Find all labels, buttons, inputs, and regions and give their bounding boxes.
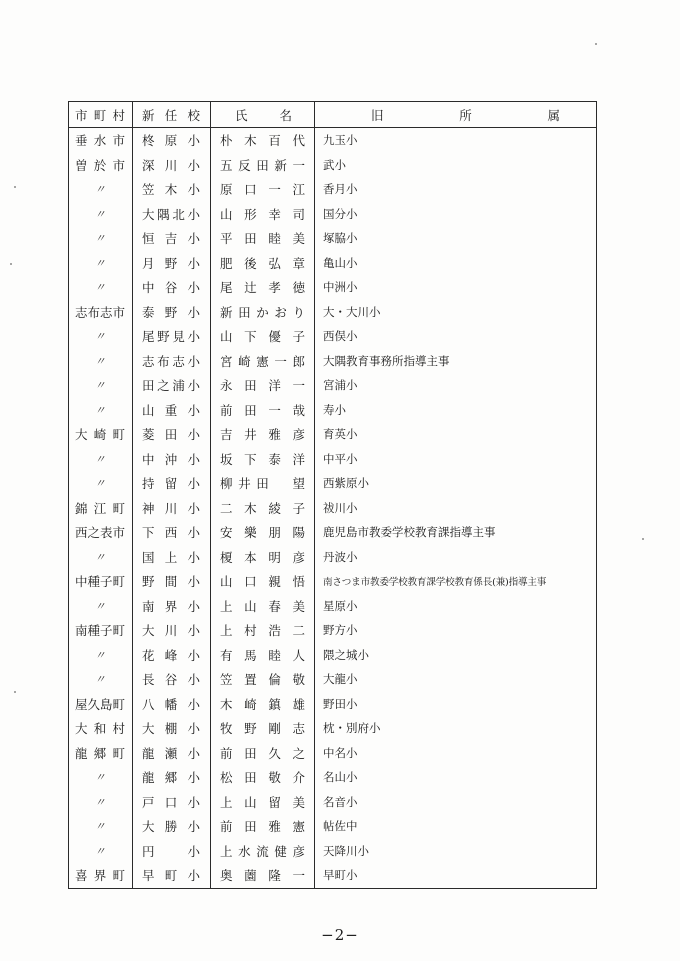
table-row — [69, 177, 597, 202]
previous-post-cell: 西紫原小 — [323, 476, 369, 491]
new-school-cell: 南界小 — [133, 594, 211, 619]
city-cell: 〃 — [69, 839, 133, 864]
city-cell: 〃 — [69, 251, 133, 276]
previous-post-cell: 早町小 — [323, 868, 358, 883]
scan-speck — [642, 538, 644, 540]
previous-post-cell: 国分小 — [323, 206, 358, 221]
new-school-cell: 国上小 — [133, 545, 211, 570]
city-cell: 〃 — [69, 447, 133, 472]
previous-post-cell: 隈之城小 — [323, 647, 369, 662]
name-cell: 奥薗隆一 — [211, 863, 315, 888]
city-cell: 〃 — [69, 349, 133, 374]
scan-speck — [10, 263, 12, 265]
table-row — [69, 251, 597, 276]
new-school-cell: 神川小 — [133, 496, 211, 521]
table-row — [69, 324, 597, 349]
name-cell: 吉井雅彦 — [211, 422, 315, 447]
name-cell: 上山春美 — [211, 594, 315, 619]
new-school-cell: 持留小 — [133, 471, 211, 496]
new-school-cell: 山重小 — [133, 398, 211, 423]
city-cell: 大崎町 — [69, 422, 133, 447]
new-school-cell: 大川小 — [133, 618, 211, 643]
new-school-cell: 龍瀬小 — [133, 741, 211, 766]
previous-post-cell: 中名小 — [323, 745, 358, 760]
city-cell: 〃 — [69, 667, 133, 692]
city-cell: 〃 — [69, 275, 133, 300]
name-cell: 新田かおり — [211, 300, 315, 325]
new-school-cell: 大棚小 — [133, 716, 211, 741]
name-cell: 山形幸司 — [211, 202, 315, 227]
city-cell: 西之表市 — [69, 520, 133, 545]
name-cell: 原口一江 — [211, 177, 315, 202]
previous-post-cell: 鹿児島市教委学校教育課指導主事 — [323, 525, 496, 540]
previous-post-cell: 大隅教育事務所指導主事 — [323, 353, 450, 368]
table-row — [69, 300, 597, 325]
new-school-cell: 下西小 — [133, 520, 211, 545]
name-cell: 松田敬介 — [211, 765, 315, 790]
city-cell: 屋久島町 — [69, 692, 133, 717]
city-cell: 〃 — [69, 790, 133, 815]
name-cell: 上水流健彦 — [211, 839, 315, 864]
table-row — [69, 202, 597, 227]
table-row — [69, 422, 597, 447]
table-row — [69, 447, 597, 472]
previous-post-cell: 九玉小 — [323, 133, 358, 148]
city-cell: 〃 — [69, 202, 133, 227]
new-school-cell: 月野小 — [133, 251, 211, 276]
previous-post-cell: 星原小 — [323, 598, 358, 613]
table-row — [69, 839, 597, 864]
header-city: 市町村 — [69, 102, 133, 128]
table-row — [69, 398, 597, 423]
name-cell: 前田一哉 — [211, 398, 315, 423]
table-row — [69, 153, 597, 178]
name-cell: 柳井田 望 — [211, 471, 315, 496]
name-cell: 前田久之 — [211, 741, 315, 766]
new-school-cell: 恒吉小 — [133, 226, 211, 251]
table-row — [69, 765, 597, 790]
name-cell: 宮崎憲一郎 — [211, 349, 315, 374]
page-number: −2− — [321, 926, 359, 944]
city-cell: 〃 — [69, 643, 133, 668]
previous-post-cell: 丹波小 — [323, 549, 358, 564]
previous-post-cell: 中平小 — [323, 451, 358, 466]
name-cell: 上山留美 — [211, 790, 315, 815]
previous-post-cell: 野方小 — [323, 623, 358, 638]
previous-post-cell: 亀山小 — [323, 255, 358, 270]
city-cell: 〃 — [69, 398, 133, 423]
new-school-cell: 八幡小 — [133, 692, 211, 717]
table-row — [69, 594, 597, 619]
new-school-cell: 大隅北小 — [133, 202, 211, 227]
previous-post-cell: 塚脇小 — [323, 231, 358, 246]
table-row — [69, 520, 597, 545]
new-school-cell: 早町小 — [133, 863, 211, 888]
city-cell: 龍郷町 — [69, 741, 133, 766]
previous-post-cell: 名音小 — [323, 794, 358, 809]
scan-speck — [14, 186, 16, 188]
previous-post-cell: 中洲小 — [323, 280, 358, 295]
new-school-cell: 長谷小 — [133, 667, 211, 692]
previous-post-cell: 武小 — [323, 157, 346, 172]
scan-speck — [595, 43, 597, 45]
previous-post-cell: 名山小 — [323, 770, 358, 785]
previous-post-cell: 宮浦小 — [323, 378, 358, 393]
new-school-cell: 泰野小 — [133, 300, 211, 325]
city-cell: 〃 — [69, 373, 133, 398]
city-cell: 〃 — [69, 177, 133, 202]
name-cell: 尾辻孝徳 — [211, 275, 315, 300]
previous-post-cell: 育英小 — [323, 427, 358, 442]
new-school-cell: 菱田小 — [133, 422, 211, 447]
table-row — [69, 643, 597, 668]
name-cell: 肥後弘章 — [211, 251, 315, 276]
city-cell: 中種子町 — [69, 569, 133, 594]
header-new-school: 新任校 — [133, 102, 211, 128]
city-cell: 〃 — [69, 226, 133, 251]
city-cell: 大和村 — [69, 716, 133, 741]
scan-speck — [14, 691, 16, 693]
table-row — [69, 569, 597, 594]
header-name: 氏名 — [211, 102, 315, 128]
name-cell: 木崎鎮雄 — [211, 692, 315, 717]
name-cell: 山口親悟 — [211, 569, 315, 594]
city-cell: 〃 — [69, 814, 133, 839]
name-cell: 二木綾子 — [211, 496, 315, 521]
city-cell: 〃 — [69, 471, 133, 496]
previous-post-cell: 香月小 — [323, 182, 358, 197]
table-row — [69, 496, 597, 521]
table-header-row — [69, 102, 597, 128]
name-cell: 山下優子 — [211, 324, 315, 349]
name-cell: 永田洋一 — [211, 373, 315, 398]
new-school-cell: 深川小 — [133, 153, 211, 178]
name-cell: 朴木百代 — [211, 128, 315, 153]
city-cell: 南種子町 — [69, 618, 133, 643]
name-cell: 榎本明彦 — [211, 545, 315, 570]
name-cell: 坂下泰洋 — [211, 447, 315, 472]
name-cell: 平田睦美 — [211, 226, 315, 251]
table-row — [69, 814, 597, 839]
city-cell: 垂水市 — [69, 128, 133, 153]
city-cell: 〃 — [69, 594, 133, 619]
table-row — [69, 692, 597, 717]
previous-post-cell: 帖佐中 — [323, 819, 358, 834]
previous-post-cell: 天降川小 — [323, 843, 369, 858]
table-row — [69, 716, 597, 741]
new-school-cell: 花峰小 — [133, 643, 211, 668]
previous-post-cell: 西俣小 — [323, 329, 358, 344]
header-previous-post: 旧所属 — [315, 102, 597, 128]
name-cell: 五反田新一 — [211, 153, 315, 178]
name-cell: 牧野剛志 — [211, 716, 315, 741]
new-school-cell: 笠木小 — [133, 177, 211, 202]
name-cell: 笠置倫敬 — [211, 667, 315, 692]
table-row — [69, 471, 597, 496]
table-row — [69, 545, 597, 570]
city-cell: 喜界町 — [69, 863, 133, 888]
previous-post-cell: 野田小 — [323, 696, 358, 711]
table-row — [69, 275, 597, 300]
new-school-cell: 田之浦小 — [133, 373, 211, 398]
city-cell: 錦江町 — [69, 496, 133, 521]
table-row — [69, 618, 597, 643]
new-school-cell: 大勝小 — [133, 814, 211, 839]
name-cell: 上村浩二 — [211, 618, 315, 643]
table-row — [69, 349, 597, 374]
previous-post-cell: 大・大川小 — [323, 304, 381, 319]
city-cell: 〃 — [69, 324, 133, 349]
new-school-cell: 野間小 — [133, 569, 211, 594]
previous-post-cell: 枕・別府小 — [323, 721, 381, 736]
new-school-cell: 柊原小 — [133, 128, 211, 153]
name-cell: 安樂朋陽 — [211, 520, 315, 545]
table-row — [69, 790, 597, 815]
previous-post-cell: 大龍小 — [323, 672, 358, 687]
table-body — [69, 128, 597, 889]
table-row — [69, 373, 597, 398]
new-school-cell: 龍郷小 — [133, 765, 211, 790]
city-cell: 曽於市 — [69, 153, 133, 178]
name-cell: 有馬睦人 — [211, 643, 315, 668]
personnel-table — [68, 101, 597, 889]
city-cell: 〃 — [69, 765, 133, 790]
new-school-cell: 中谷小 — [133, 275, 211, 300]
city-cell: 志布志市 — [69, 300, 133, 325]
previous-post-cell: 南さつま市教委学校教育課学校教育係長(兼)指導主事 — [323, 577, 547, 589]
table-row — [69, 226, 597, 251]
new-school-cell: 志布志小 — [133, 349, 211, 374]
table-row — [69, 128, 597, 153]
name-cell: 前田雅憲 — [211, 814, 315, 839]
previous-post-cell: 寿小 — [323, 402, 346, 417]
new-school-cell: 戸口小 — [133, 790, 211, 815]
previous-post-cell: 祓川小 — [323, 500, 358, 515]
new-school-cell: 円 小 — [133, 839, 211, 864]
table-row — [69, 863, 597, 888]
new-school-cell: 尾野見小 — [133, 324, 211, 349]
city-cell: 〃 — [69, 545, 133, 570]
table-row — [69, 741, 597, 766]
table-row — [69, 667, 597, 692]
new-school-cell: 中沖小 — [133, 447, 211, 472]
